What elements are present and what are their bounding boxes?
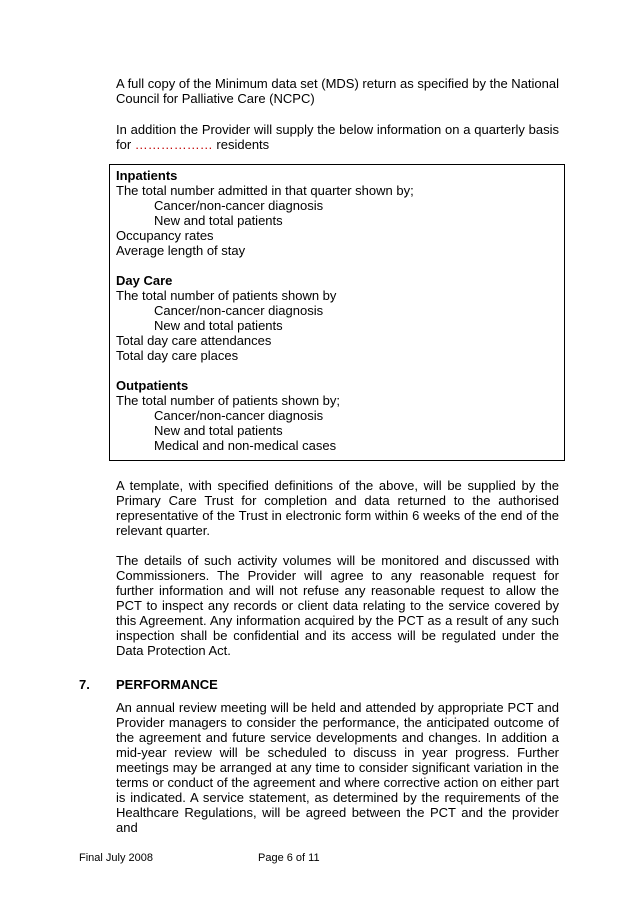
daycare-line: Total day care attendances bbox=[116, 333, 272, 348]
daycare-heading: Day Care bbox=[116, 273, 173, 288]
quarterly-text-start: In addition the Provider will supply the below information on a quarterly basis for bbox=[116, 122, 559, 152]
mds-text: A full copy of the Minimum data set (MDS) return as specified by the National Council for Palliative Care (NCPC) bbox=[116, 76, 559, 106]
inpatients-line: Occupancy rates bbox=[116, 228, 214, 243]
intro-paragraph-quarterly bbox=[116, 122, 559, 152]
outpatients-heading: Outpatients bbox=[116, 378, 189, 393]
footer-page-number: Page 6 of 11 bbox=[258, 852, 320, 864]
inpatients-line: Average length of stay bbox=[116, 243, 246, 258]
daycare-line: New and total patients bbox=[154, 318, 283, 333]
daycare-line: Total day care places bbox=[116, 348, 239, 363]
template-paragraph bbox=[116, 478, 559, 538]
template-text: A template, with specified definitions of the above, will be supplied by the Primary Care Trust for completion and data returned to the authorised representative of the Trust in electronic form within 6 weeks of the end of the relevant quarter. bbox=[116, 478, 559, 538]
spacer bbox=[116, 258, 564, 273]
quarterly-text bbox=[116, 122, 559, 152]
performance-paragraph bbox=[116, 700, 559, 835]
inpatients-line: The total number admitted in that quarter shown by; bbox=[116, 183, 414, 198]
activity-volumes-paragraph bbox=[116, 553, 559, 658]
intro-paragraph-mds bbox=[116, 76, 559, 106]
quarterly-information-box bbox=[109, 164, 565, 461]
daycare-line: The total number of patients shown by bbox=[116, 288, 337, 303]
inpatients-heading: Inpatients bbox=[116, 168, 178, 183]
daycare-line: Cancer/non-cancer diagnosis bbox=[154, 303, 324, 318]
outpatients-line: Medical and non-medical cases bbox=[154, 438, 337, 453]
performance-text: An annual review meeting will be held and attended by appropriate PCT and Provider managers to consider the performance, the anticipated outcome of the agreement and future service developments and changes. In addition a mid-year review will be scheduled to discuss in year progress. Further meetings may be arranged at any time to consider significant variation in the terms or conduct of the agreement and where corrective action on either part is indicated. A service statement, as determined by the requirements of the Healthcare Regulations, will be agreed between the PCT and the provider and bbox=[116, 700, 559, 835]
inpatients-line: New and total patients bbox=[154, 213, 283, 228]
outpatients-line: Cancer/non-cancer diagnosis bbox=[154, 408, 324, 423]
spacer bbox=[116, 363, 564, 378]
outpatients-line: New and total patients bbox=[154, 423, 283, 438]
residents-placeholder-dots: ……………… bbox=[134, 137, 213, 152]
section-number: 7. bbox=[79, 677, 90, 692]
footer-version: Final July 2008 bbox=[79, 852, 153, 864]
activity-volumes-text: The details of such activity volumes will be monitored and discussed with Commissioners. The Provider will agree to any reasonable request for further information and will not refuse any reasonable request to allow the PCT to inspect any records or client data relating to the service covered by this Agreement. Any information acquired by the PCT as a result of any such inspection shall be confidential and its access will be regulated under the Data Protection Act. bbox=[116, 553, 559, 658]
quarterly-text-end: residents bbox=[212, 137, 270, 152]
outpatients-line: The total number of patients shown by; bbox=[116, 393, 341, 408]
inpatients-line: Cancer/non-cancer diagnosis bbox=[154, 198, 324, 213]
section-title: PERFORMANCE bbox=[116, 677, 218, 692]
